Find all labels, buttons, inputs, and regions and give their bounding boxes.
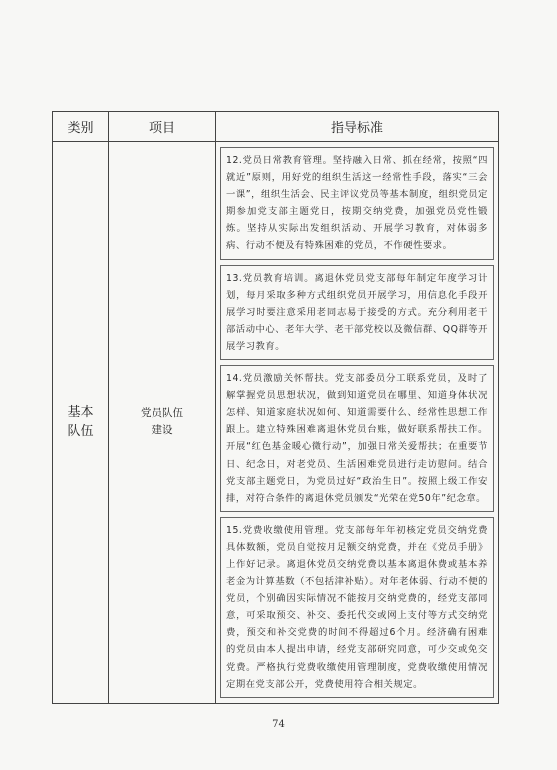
guidance-table xyxy=(52,111,499,704)
category-cell xyxy=(53,142,109,704)
standard-14: 14.党员激励关怀帮扶。党支部委员分工联系党员，及时了解掌握党员思想状况，做到知道党员在哪里、知道身体状况怎样、知道家庭状况如何、知道需要什么、经常性思想工作跟上。建立特殊困难离退休党员台账，做好联系帮扶工作。开展“红色基金暖心微行动”，加强日常关爱帮扶；在重要节日、纪念日，对老党员、生活困难党员进行走访慰问。结合党支部主题党日，为党员过好“政治生日”。按照上级工作安排，对符合条件的离退休党员颁发“光荣在党50年”纪念章。 xyxy=(220,365,494,512)
item-cell xyxy=(109,142,216,704)
header-item: 项目 xyxy=(109,112,216,142)
table-header-row xyxy=(53,112,499,142)
category-line-2: 队伍 xyxy=(67,424,94,440)
header-category: 类别 xyxy=(53,112,109,142)
category-line-1: 基本 xyxy=(67,405,94,421)
item-line-1: 党员队伍 xyxy=(141,407,183,420)
standards-cell xyxy=(216,142,499,704)
page-number: 74 xyxy=(272,719,285,730)
item-line-2: 建设 xyxy=(151,424,173,437)
table-row xyxy=(53,142,499,704)
standard-15: 15.党费收缴使用管理。党支部每年年初核定党员交纳党费具体数额，党员自觉按月足额交纳党费，并在《党员手册》上作好记录。离退休党员交纳党费以基本离退休费或基本养老金为计算基数（不包括津补贴）。对年老体弱、行动不便的党员，个别确因实际情况不能按月交纳党费的，经党支部同意，可采取预交、补交、委托代交或网上支付等方式交纳党费，预交和补交党费的时间不得超过6个月。经济确有困难的党员由本人提出申请，经党支部研究同意，可少交或免交党费。严格执行党费收缴使用管理制度，党费收缴使用情况定期在党支部公开，党费使用符合相关规定。 xyxy=(220,517,494,698)
standard-13: 13.党员教育培训。离退休党员党支部每年制定年度学习计划，每月采取多种方式组织党员开展学习，用信息化手段开展学习时要注意采用老同志易于接受的方式。充分利用老干部活动中心、老年大学、老干部党校以及微信群、QQ群等开展学习教育。 xyxy=(220,265,494,360)
standard-12: 12.党员日常教育管理。坚持融入日常、抓在经常，按照“四就近”原则，用好党的组织生活这一经常性手段，落实“三会一课”，组织生活会、民主评议党员等基本制度，组织党员定期参加党支部主题党日，按期交纳党费，加强党员党性锻炼。坚持从实际出发组织活动、开展学习教育，对体弱多病、行动不便及有特殊困难的党员，不作硬性要求。 xyxy=(220,147,494,260)
header-standard: 指导标准 xyxy=(216,112,499,142)
